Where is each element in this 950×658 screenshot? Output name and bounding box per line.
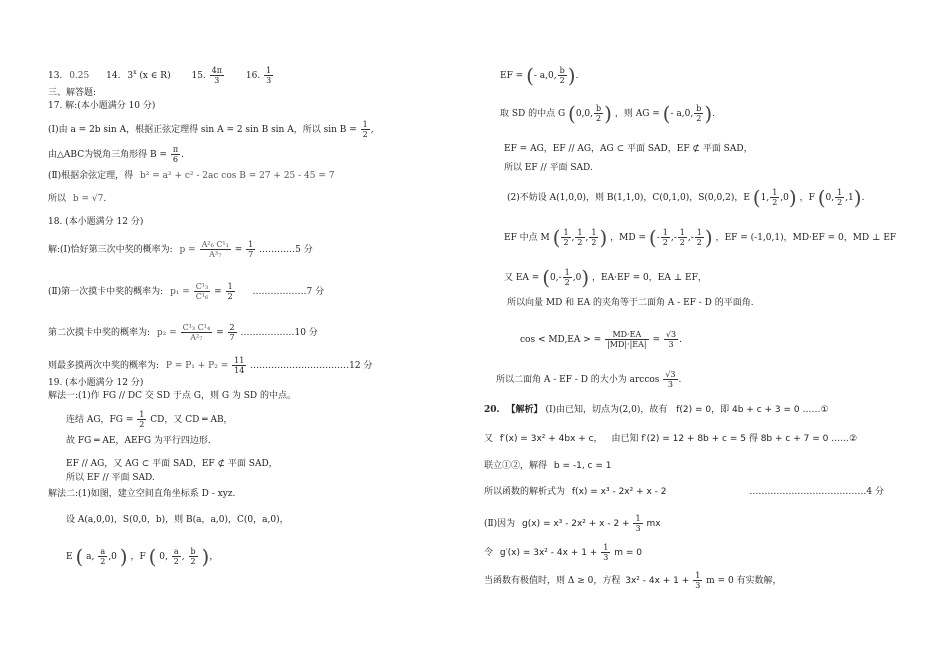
- p17-head: 17. 解:(本小题满分 10 分): [48, 101, 156, 111]
- p19-line6: 解法二:(1)如图，建立空间直角坐标系 D - xyz.: [48, 489, 236, 499]
- q16-answer: $\frac{1}{3}$: [266, 66, 272, 85]
- p20-line1: 20. 【解析】 (Ⅰ)由已知，切点为(2,0)，故有 f(2) = 0，即 4b + c + 3 = 0 ……①: [484, 405, 829, 415]
- p19-line2: 连结 AG，FG = $\frac{1}{2}$ CD，又 CD ═ AB，: [66, 410, 233, 429]
- q14-domain: (x ∈ R): [139, 71, 171, 81]
- p20-line4: 所以函数的解析式为 f(x) = x³ - 2x² + x - 2 …………………………………4 分: [484, 487, 884, 497]
- r-line8: 所以向量 MD 和 EA 的夹角等于二面角 A - EF - D 的平面角.: [507, 298, 754, 308]
- r-line2: 取 SD 的中点 G (0,0, $\frac{b}{2}$ ) ，则 AG = (- a,0, $\frac{b}{2}$ ).: [500, 101, 716, 126]
- q14-label: 14.: [106, 71, 121, 81]
- p18-line3: 第二次摸卡中奖的概率为: p₂ = $\frac{\text{C¹₃ C¹₄}}{\text{A²₇}}$ = $\frac{2}{7}$ ………………10 分: [48, 323, 318, 342]
- p17-line4: 所以 b = √7.: [48, 194, 107, 204]
- p20-line3: 联立①②，解得 b = -1, c = 1: [484, 461, 612, 471]
- p19-line1: 解法一:(1)作 FG // DC 交 SD 于点 G，则 G 为 SD 的中点。: [48, 391, 296, 401]
- p18-line2: (Ⅱ)第一次摸卡中奖的概率为: p₁ = $\frac{\text{C¹₃}}{\text{C¹₆}}$ = $\frac{1}{2}$ ………………7 分: [48, 282, 325, 301]
- p17-line2: 由△ABC为锐角三角形得 B = $\frac{\pi}{6}$ .: [48, 145, 184, 164]
- r-line5: (2)不妨设 A(1,0,0)，则 B(1,1,0)，C(0,1,0)，S(0,0,2)，E (1, $\frac{1}{2}$ ,0) ，F (0, $\frac{1}{2}$ ,1).: [507, 185, 865, 210]
- r-line1: EF = (- a,0, $\frac{b}{2}$ ).: [500, 63, 579, 88]
- r-line3: EF = AG，EF // AG，AG ⊂ 平面 SAD，EF ⊄ 平面 SAD，: [504, 144, 753, 154]
- answers-row: 13. 0.25 14. 3$^x$ (x ∈ R) 15. $\frac{4\pi}{3}$ 16. $\frac{1}{3}$: [48, 66, 272, 85]
- p18-line1: 解:(Ⅰ)恰好第三次中奖的概率为: p = $\frac{\text{A²₆ C¹₁}}{\text{A³₇}}$ = $\frac{1}{7}$ …………5 分: [48, 240, 313, 259]
- q15-label: 15.: [191, 71, 206, 81]
- p17-line1: (Ⅰ)由 a = 2b sin A，根据正弦定理得 sin A = 2 sin B sin A，所以 sin B = $\frac{1}{2}$ ,: [48, 120, 374, 139]
- r-line7: 又 EA = (0,- $\frac{1}{2}$ ,0) ，EA·EF = 0，EA ⊥ EF，: [504, 265, 707, 290]
- q13-label: 13.: [48, 71, 63, 81]
- q15-answer: $\frac{4\pi}{3}$: [211, 66, 223, 85]
- p19-line8: E ( a, $\frac{a}{2}$ ,0 ) ，F ( 0, $\frac{a}{2}$ , $\frac{b}{2}$ )，: [66, 544, 219, 569]
- p18-head: 18. (本小题满分 12 分): [48, 217, 144, 227]
- q16-label: 16.: [245, 71, 261, 81]
- p20-line5: (Ⅱ)因为 g(x) = x³ - 2x² + x - 2 + $\frac{1}{3}$ mx: [484, 514, 661, 533]
- p19-head: 19. (本小题满分 12 分): [48, 378, 144, 388]
- r-line10: 所以二面角 A - EF - D 的大小为 arccos $\frac{√3}{3}$ .: [496, 370, 682, 389]
- p20-line6: 令 g′(x) = 3x² - 4x + 1 + $\frac{1}{3}$ m = 0: [484, 543, 642, 562]
- q14-answer: 3: [127, 71, 134, 81]
- r-line4: 所以 EF // 平面 SAD.: [504, 163, 593, 173]
- r-line9: cos < MD,EA > = $\frac{MD\cdot EA}{|MD|\cdot|EA|}$ = $\frac{√3}{3}$ .: [520, 330, 682, 349]
- p19-line7: 设 A(a,0,0)，S(0,0，b)，则 B(a，a,0)，C(0，a,0)，: [66, 515, 289, 525]
- section-title: 三、解答题:: [48, 88, 97, 98]
- p20-line2: 又 f′(x) = 3x² + 4bx + c， 由已知 f′(2) = 12 + 8b + c = 5 得 8b + c + 7 = 0 ……②: [484, 434, 858, 444]
- p18-line4: 则最多摸两次中奖的概率为: P = P₁ + P₂ = $\frac{11}{14}$ ……………………………12 分: [48, 356, 373, 375]
- p20-line7: 当函数有极值时，则 Δ ≥ 0，方程 3x² - 4x + 1 + $\frac{1}{3}$ m = 0 有实数解，: [484, 571, 782, 590]
- p17-line3: (Ⅱ)根据余弦定理，得 b² = a² + c² - 2ac cos B = 27 + 25 - 45 = 7: [48, 171, 335, 181]
- p19-line4: EF // AG，又 AG ⊂ 平面 SAD，EF ⊄ 平面 SAD，: [66, 459, 278, 469]
- p19-line3: 故 FG ═ AE，AEFG 为平行四边形.: [66, 436, 211, 446]
- p19-line5: 所以 EF // 平面 SAD.: [66, 473, 155, 483]
- q13-answer: 0.25: [69, 71, 90, 81]
- r-line6: EF 中点 M ( $\frac{1}{2}$ , $\frac{1}{2}$ , $\frac{1}{2}$ ) ，MD = (- $\frac{1}{2}$ ,- $\frac{1}{2}$ ,- $\frac{1}{2}$ ) ，EF = (-1,0,1)，MD·EF = 0，MD ⊥ EF: [504, 225, 897, 250]
